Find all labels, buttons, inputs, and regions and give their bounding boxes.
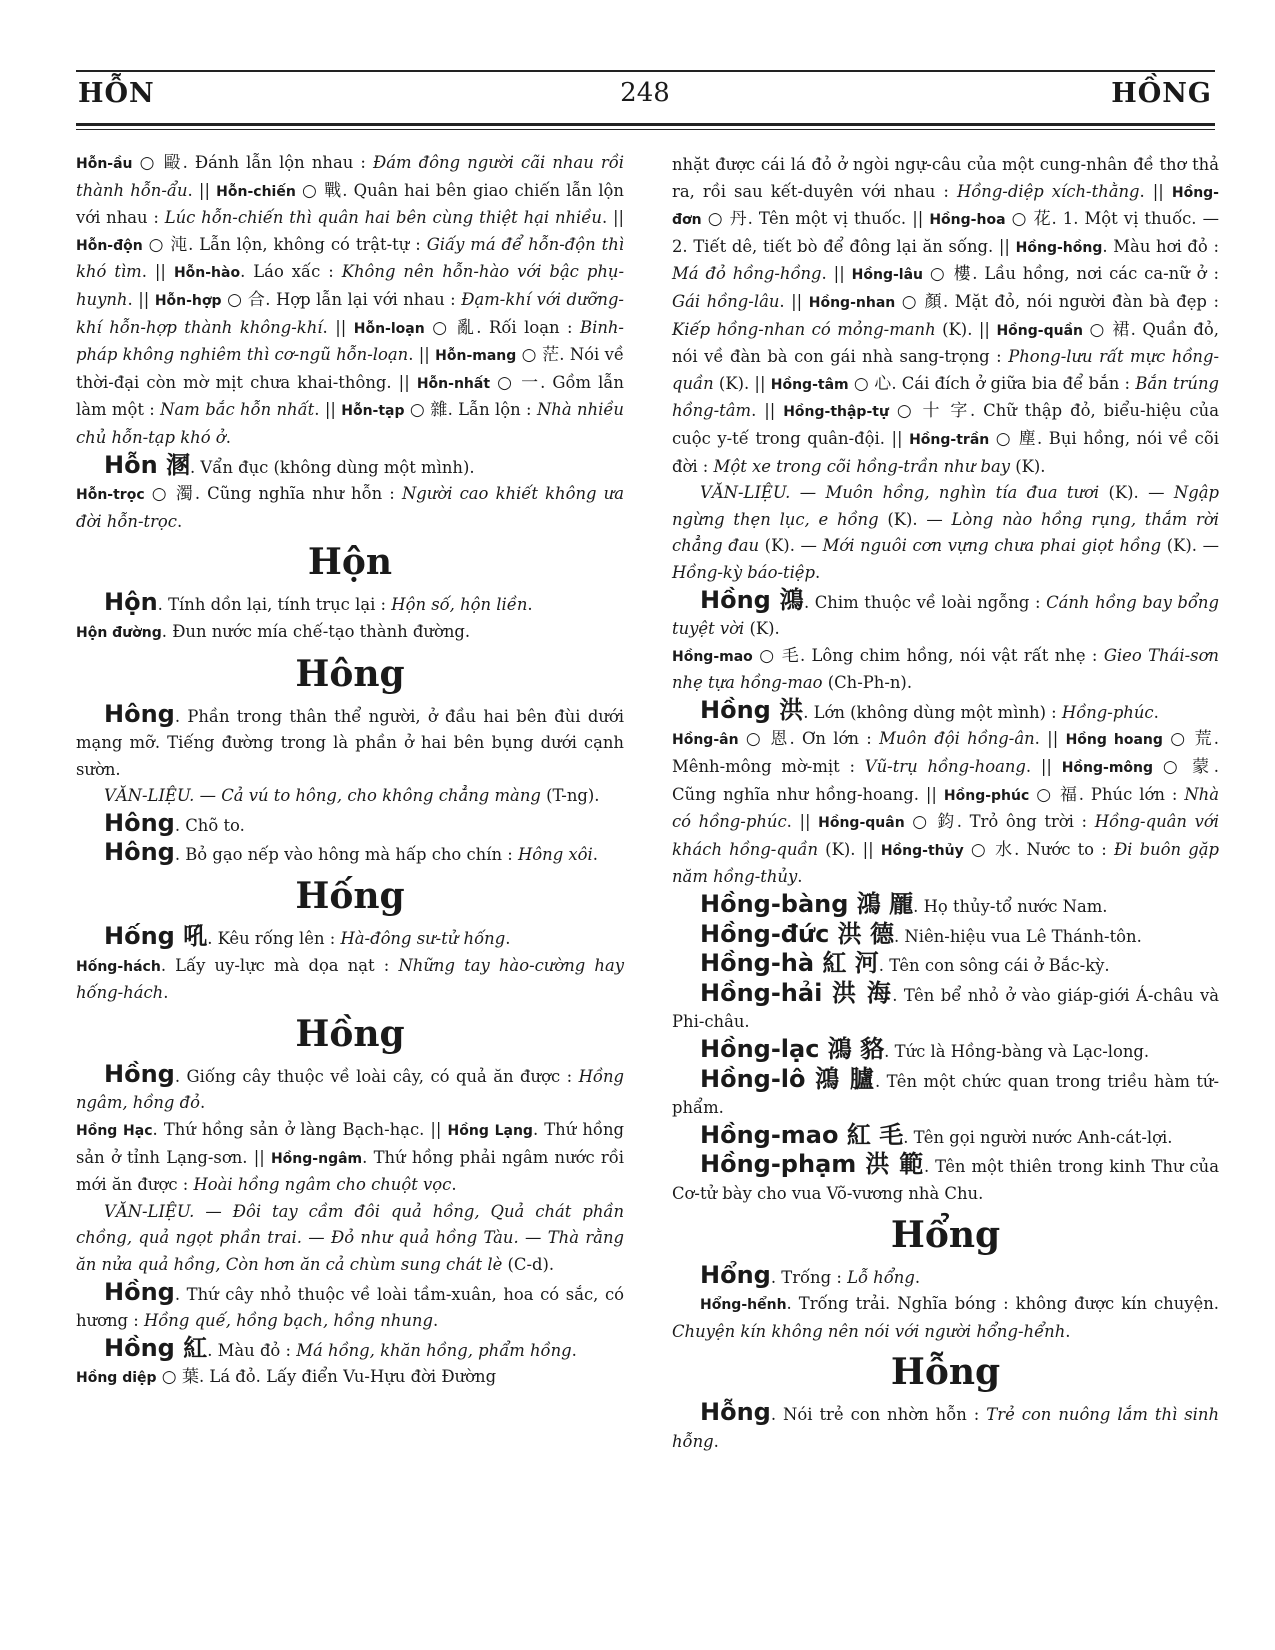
subentry-term: Hồng-ngâm [270,1150,363,1167]
han-characters: ○ 裙 [1089,319,1131,340]
rule-top [76,70,1215,72]
entry-text: . Vẩn đục (không dùng một mình). [190,457,475,477]
entry-text: . [1065,1321,1071,1341]
entry-text: . Màu đỏ : [207,1340,297,1360]
entry-text: . Hợp lẫn lại với nhau : [265,289,462,309]
entry-text [145,484,152,503]
italic-example: Cánh hồng bay bổng tuyệt vời [672,592,1219,639]
entry-text [739,729,746,748]
han-characters: ○ 花 [1011,209,1052,230]
dictionary-entry [672,1262,1219,1292]
dictionary-entry [672,891,1219,921]
entry-text: . Rối loạn : [476,317,581,337]
section-heading: Hông [295,652,405,695]
entry-text: . [225,427,231,447]
italic-example: VĂN-LIỆU. — Đôi tay cầm đôi quả hồng, Quả chát phần chồng, quả ngọt phần trai. — Đỏ như quả hồng Tàu. — Thà rằng ăn nửa quả hồng, Còn hơn ăn cả chùm sung chát lè [76,1201,624,1274]
italic-example: Lòng nào hồng rụng, thắm rời chẳng đau [672,509,1220,556]
entry-text: . Nước to : [1014,839,1114,859]
subentry-term: Hồng-quân [818,815,905,832]
dictionary-entry [672,697,1219,727]
han-characters: ○ 茫 [521,345,560,366]
headword: Hồng [104,1277,175,1306]
italic-example: Lúc hỗn-chiến thì quân hai bên cùng thiệt hại nhiều [164,208,602,228]
headword: Hồng-hải 洪 海 [700,978,893,1007]
italic-example: Giấy má để hỗn-độn thì khó tìm [76,234,624,282]
entry-text: . || [127,289,155,309]
han-characters: ○ 一 [497,372,541,393]
entry-text: nhặt được cái lá đỏ ở ngòi ngự-câu của một cung-nhân đề thơ thả ra, rồi sau kết-duyên với nhau : [672,155,1219,201]
entry-text: . || [408,345,436,365]
headword: Hồng-mao 紅 毛 [700,1120,904,1149]
dictionary-entry [76,923,624,953]
dictionary-entry [672,921,1219,951]
han-characters: ○ 水 [970,839,1015,860]
subentry-term: Hồng-nhan [808,294,896,311]
entry-text: . [713,1431,719,1451]
entry-text: . || [786,812,819,832]
italic-example: Nhà nhiều chủ hỗn-tạp khó ở [76,400,624,447]
entry-text: . [797,867,803,887]
entry-text: . Niên-hiệu vua Lê Thánh-tôn. [894,926,1142,946]
headword: Hồng 鴻 [700,585,804,614]
entry-text [133,153,140,172]
entry-text: . || [601,208,624,228]
han-characters: ○ 合 [227,289,266,310]
dictionary-entry [76,1061,624,1117]
page-number: 248 [620,78,670,108]
dictionary-entry [672,643,1219,697]
dictionary-entry [76,481,624,535]
entry-text: . Ơn lớn : [789,729,880,749]
entry-text: . Kêu rống lên : [207,929,341,949]
dictionary-entry [76,589,624,619]
italic-example: Người cao khiết không ưa đời hỗn-trọc [76,484,624,531]
subentry-term: Hồng-phúc [943,787,1030,804]
entry-text: . [592,845,598,865]
subentry-term: Hồng-hồng [1015,239,1103,256]
subentry-term: Hồng-quần [996,322,1083,339]
subentry-term: Hồng Hạc [76,1123,153,1140]
dictionary-entry [76,953,624,1007]
entry-text: . Nói trẻ con nhờn hỗn : [770,1405,987,1425]
dictionary-entry [672,480,1219,586]
italic-example: Hồng-phúc [1061,702,1154,722]
han-characters: ○ 十 字 [896,401,971,422]
headword: Hỗng [700,1398,771,1427]
headword: Hồng-đức 洪 德 [700,919,895,948]
han-characters: ○ 丹 [707,209,748,230]
entry-text: . [200,1093,206,1113]
entry-text: . [527,595,533,615]
entry-text: . || [821,264,852,284]
entry-text: . Phần trong thân thể người, ở đầu hai bên đùi dưới mạng mỡ. Tiếng đường trong là phần ở hai bên bụng dưới cạnh sườn. [76,706,624,779]
headword: Hộn [104,588,158,617]
subentry-term: Hỗn-chiến [216,183,296,200]
entry-text: . || [1034,729,1066,749]
entry-text: . Lá đỏ. Lấy điển Vu-Hựu đời Đường [199,1367,497,1387]
italic-example: Gieo Thái-sơn nhẹ tựa hồng-mao [672,645,1219,693]
dictionary-entry [76,1335,624,1365]
subentry-term: Hồng-tâm [770,376,849,393]
entry-text: (Ch-Ph-n). [822,673,913,693]
dictionary-entry [672,950,1219,980]
subentry-term: Hồng-ân [672,732,739,749]
headword: Hỗn 溷 [104,450,191,479]
han-characters: ○ 毛 [759,645,800,666]
entry-text: . Cũng nghĩa như hồng-hoang. || [672,757,1219,804]
han-characters: ○ 顏 [901,291,944,312]
dictionary-entry [672,726,1219,891]
subentry-term: Hỗn-loạn [353,320,425,337]
italic-example: Mới nguôi cơn vựng chưa phai giọt hồng [822,536,1162,556]
italic-example: Binh-pháp không nghiêm thì cơ-ngũ hỗn-loạn [76,317,624,365]
han-characters: ○ 雜 [409,400,448,421]
dictionary-entry [672,1122,1219,1152]
subentry-term: Hổng-hểnh [700,1297,787,1314]
dictionary-entry [672,1291,1219,1345]
entry-text: . Trống : [770,1267,848,1287]
header-rule-thick [76,123,1215,126]
entry-text: (K). || [713,373,771,393]
dictionary-entry [76,701,624,784]
italic-example: Hộn số, hộn liền [391,595,528,615]
subentry-term: Hồng-đơn [672,184,1219,229]
entry-text: . [176,511,183,531]
entry-text: . Tên một thiên trong kinh Thư của Cơ-tử bày cho vua Võ-vương nhà Chu. [672,1157,1219,1203]
italic-example: Má đỏ hồng-hồng [672,264,822,284]
entry-text [964,840,971,859]
headword: Hồng 洪 [700,695,804,724]
italic-example: Không nên hỗn-hào với bậc phụ-huynh [76,262,624,309]
entry-text: . Thứ hồng sản ở làng Bạch-hạc. || [152,1120,448,1140]
dictionary-entry [672,1399,1219,1455]
entry-text: . Tên bể nhỏ ở vào giáp-giới Á-châu và Phi-châu. [672,985,1219,1032]
han-characters: ○ 荒 [1170,729,1214,750]
italic-example: Má hồng, khăn hồng, phẩm hồng [296,1340,572,1360]
italic-example: Hồng-diệp xích-thằng [956,181,1140,201]
entry-text: (K). — [759,536,823,556]
entry-text: (K). — [878,509,952,529]
section-heading: Hộn [307,541,393,584]
subentry-term: Hỗn-mang [435,348,517,365]
han-characters: ○ 蒙 [1162,757,1214,778]
entry-text: . Trống trải. Nghĩa bóng : không được kín chuyện. [786,1294,1219,1314]
headword: Hồng-hà 紅 河 [700,949,879,978]
entry-text: (C-d). [502,1255,555,1274]
italic-example: Những tay hào-cường hay hống-hách [76,955,624,1003]
entry-text: . Thứ cây nhỏ thuộc về loài tầm-xuân, hoa có sắc, có hương : [76,1284,624,1331]
entry-text: . Tức là Hồng-bàng và Lạc-long. [884,1042,1150,1061]
subentry-term: Hồng-lâu [851,267,923,284]
entry-text: . Cái đích ở giữa bia để bắn : [891,373,1136,393]
entry-text: (K). || [818,839,881,859]
entry-text: . Chữ thập đỏ, biểu-hiệu của cuộc y-tế trong quân-đội. || [672,401,1219,448]
italic-example: Kiếp hồng-nhan có mỏng-manh [672,319,936,339]
dictionary-entry [76,452,624,482]
han-characters: ○ 葉 [161,1367,200,1388]
entry-text: . 1. Một vị thuốc. — 2. Tiết dê, tiết bò để đông lại ăn sống. || [672,209,1219,256]
italic-example: Hồng ngâm, hồng đỏ [76,1066,624,1113]
italic-example: Nhà có hồng-phúc [672,784,1219,832]
headword: Hồng 紅 [104,1333,208,1362]
entry-text: . Láo xấc : [240,262,342,282]
italic-example: Đạm-khí với dưỡng-khí hỗn-hợp thành không-khí [76,289,624,337]
subentry-term: Hống-hách [76,958,161,975]
dictionary-entry [76,810,624,840]
italic-example: Một xe trong cõi hồng-trần như bay [713,456,1011,476]
headword: Hồng-bàng 鴻 龎 [700,890,914,919]
italic-example: Hồng quế, hồng bạch, hồng nhung [143,1311,433,1331]
han-characters: ○ 恩 [745,729,790,750]
entry-text: . Giống cây thuộc về loài cây, có quả ăn được : [174,1066,579,1086]
headword: Hổng [700,1260,771,1289]
header-left-word: HỖN [78,78,155,109]
italic-example: Hồng-quân với khách hồng-quần [672,812,1219,859]
entry-text: (K). [744,619,780,639]
entry-text: . Đánh lẫn lộn nhau : [182,153,374,172]
italic-example: Hoài hồng ngâm cho chuột vọc [193,1175,452,1195]
italic-example: Lỗ hổng [847,1267,915,1287]
section-heading: Hống [295,875,405,918]
entry-text: (K). [1010,456,1046,476]
subentry-term: Hỗn-hợp [154,292,222,309]
entry-text: . Tên một vị thuốc. || [747,209,930,229]
dictionary-entry [76,1199,624,1279]
italic-example: Phong-lưu rất mực hồng-quần [672,347,1219,393]
entry-text: . Chõ to. [174,815,245,835]
entry-text: . Lấy uy-lực mà dọa nạt : [160,955,399,975]
entry-text [1153,757,1163,776]
dictionary-entry [672,1151,1219,1207]
entry-text: (K). — [1099,483,1174,503]
entry-text: . Lông chim hồng, nói vật rất nhẹ : [799,645,1104,665]
han-characters: ○ 濁 [151,484,195,505]
subentry-term: Hỗn-nhất [416,375,491,392]
headword: Hồng-lô 鴻 臚 [700,1064,876,1093]
italic-example: Gái hồng-lâu [672,291,780,311]
italic-example: Nam bắc hỗn nhất [160,400,315,420]
entry-text: . || [322,317,354,337]
header-rule-thin [76,129,1215,130]
running-head [78,78,1212,118]
entry-text: . Tên con sông cái ở Bắc-kỳ. [878,956,1110,976]
entry-text: . [1153,702,1159,722]
dictionary-entry [76,839,624,869]
dictionary-entry [672,980,1219,1036]
italic-example: VĂN-LIỆU. — Cả vú to hông, cho không chẳng màng [104,786,541,806]
entry-text: . [163,983,169,1003]
entry-text: . Họ thủy-tổ nước Nam. [913,897,1108,917]
subentry-term: Hồng Lạng [447,1123,533,1140]
entry-text: . [505,929,511,949]
italic-example: VĂN-LIỆU. — Muôn hồng, nghìn tía đua tươi [700,483,1100,503]
headword: Hông [104,699,175,728]
entry-text: . || [1025,757,1062,777]
entry-text: . [571,1340,577,1360]
subentry-term: Hồng-mao [672,648,753,665]
section-heading: Hỗng [890,1351,1001,1394]
subentry-term: Hồng hoang [1065,732,1163,749]
right-column [672,152,1219,1456]
entry-text: . Trỏ ông trời : [956,812,1095,832]
subentry-term: Hồng-thủy [880,842,964,859]
entry-text: . Phúc lớn : [1078,784,1185,804]
entry-text: . Tên gọi người nước Anh-cát-lợi. [903,1127,1173,1147]
italic-example: Bắn trúng hồng-tâm [672,373,1219,421]
entry-text: . Lớn (không dùng một mình) : [803,702,1062,722]
entry-text [889,401,897,420]
italic-example: Chuyện kín không nên nói với người hổng-hểnh [672,1321,1066,1341]
dictionary-entry [76,783,624,810]
han-characters: ○ 福 [1036,784,1079,805]
subentry-term: Hỗn-độn [76,237,143,254]
entry-text: . Tên một chức quan trong triều hàm tứ-phẩm. [672,1071,1219,1118]
dictionary-entry [672,587,1219,643]
entry-text: (K). — [1161,536,1220,556]
subentry-term: Hỗn-trọc [76,487,145,504]
dictionary-entry [76,619,624,647]
entry-text: . || [187,180,217,200]
italic-example: Trẻ con nuông lắm thì sinh hỗng [672,1405,1220,1451]
entry-text: . Gồm lẫn làm một : [76,372,624,420]
dictionary-entry [672,1036,1219,1066]
subentry-term: Hỗn-ầu [76,156,133,172]
entry-text [923,264,930,283]
entry-text: . Chim thuộc về loài ngỗng : [803,592,1047,612]
entry-text: . Lẫn lộn, không có trật-tự : [188,234,427,254]
subentry-term: Hồng-thập-tự [783,404,889,421]
subentry-term: Hồng diệp [76,1370,157,1387]
italic-example: Đám đông người cãi nhau rồi thành hỗn-ẩu [76,153,624,200]
entry-text: . || [779,291,809,311]
entry-text: . Thứ hồng phải ngâm nước rồi mới ăn được : [76,1147,625,1195]
entry-text: . Mênh-mông mờ-mịt : [672,729,1220,777]
italic-example: Vũ-trụ hồng-hoang [864,757,1026,777]
italic-example: Hồng-kỳ báo-tiệp [672,562,816,582]
dictionary-entry [76,150,624,452]
dictionary-entry [672,152,1219,480]
entry-text: (T-ng). [540,786,600,806]
italic-example: Hà-đông sư-tử hống [340,929,506,949]
entry-text: . Lẫn lộn : [447,400,537,420]
han-characters: ○ 戰 [302,180,343,201]
han-characters: ○ 樓 [929,264,973,285]
entry-text: . [432,1311,439,1331]
italic-example: Muôn đội hồng-ân [879,729,1035,749]
entry-text: . Màu hơi đỏ : [1102,236,1219,256]
section-heading: Hồng [295,1012,405,1055]
entry-text: . Đun nước mía chế-tạo thành đường. [161,621,471,641]
subentry-term: Hồng-hoa [929,212,1006,229]
entry-text: . [914,1267,921,1287]
entry-text: . Tính dồn lại, tính trục lại : [157,595,392,615]
entry-text: . || [314,400,342,420]
italic-example: Hông xôi [517,845,593,865]
han-characters: ○ 心 [853,373,892,394]
dictionary-entry [76,1117,624,1199]
headword: Hồng-lạc 鴻 貉 [700,1035,885,1063]
italic-example: Đi buôn gặp năm hồng-thủy [672,839,1219,887]
dictionary-entry [672,1066,1219,1122]
entry-text: . Nói về thời-đại còn mờ mịt chưa khai-thông. || [76,345,624,392]
entry-text: . Cũng nghĩa như hỗn : [194,484,402,504]
entry-text: . Quần đỏ, nói về đàn bà con gái nhà sang-trọng : [672,319,1220,367]
subentry-term: Hộn đường [76,624,162,641]
entry-text: . [815,562,821,582]
entry-text: . || [751,401,784,421]
subentry-term: Hồng-mông [1061,760,1154,777]
entry-text: (K). || [935,319,997,339]
subentry-term: Hồng-trần [909,431,990,448]
subentry-term: Hỗn-hào [173,265,241,282]
left-column [76,150,624,1392]
han-characters: ○ 沌 [148,234,189,255]
han-characters: ○ 亂 [432,317,477,338]
entry-text: . || [141,262,174,282]
italic-example: Ngập ngừng thẹn lục, e hồng [672,483,1220,529]
han-characters: ○ 毆 [139,153,183,173]
entry-text: . Mặt đỏ, nói người đàn bà đẹp : [943,291,1219,311]
entry-text: . [451,1175,457,1195]
dictionary-entry [76,1364,624,1392]
headword: Hống 吼 [104,922,208,951]
dictionary-entry [76,1279,624,1335]
headword: Hồng-phạm 洪 範 [700,1150,924,1179]
han-characters: ○ 塵 [995,428,1038,449]
section-heading: Hổng [890,1213,1001,1256]
entry-text: . Thứ hồng sản ở tỉnh Lạng-sơn. || [76,1120,624,1167]
headword: Hông [104,838,175,867]
entry-text: . Lầu hồng, nơi các ca-nữ ở : [972,264,1219,284]
subentry-term: Hỗn-tạp [341,403,405,420]
entry-text: . || [1139,181,1172,201]
header-right-word: HỒNG [1111,78,1212,109]
entry-text: . Bỏ gạo nếp vào hông mà hấp cho chín : [174,845,518,865]
headword: Hông [104,808,175,837]
headword: Hồng [104,1059,175,1088]
entry-text: . Quân hai bên giao chiến lẫn lộn với nhau : [76,180,624,228]
han-characters: ○ 鈞 [912,812,957,833]
entry-text: . Bụi hồng, nói về cõi đời : [672,428,1219,476]
